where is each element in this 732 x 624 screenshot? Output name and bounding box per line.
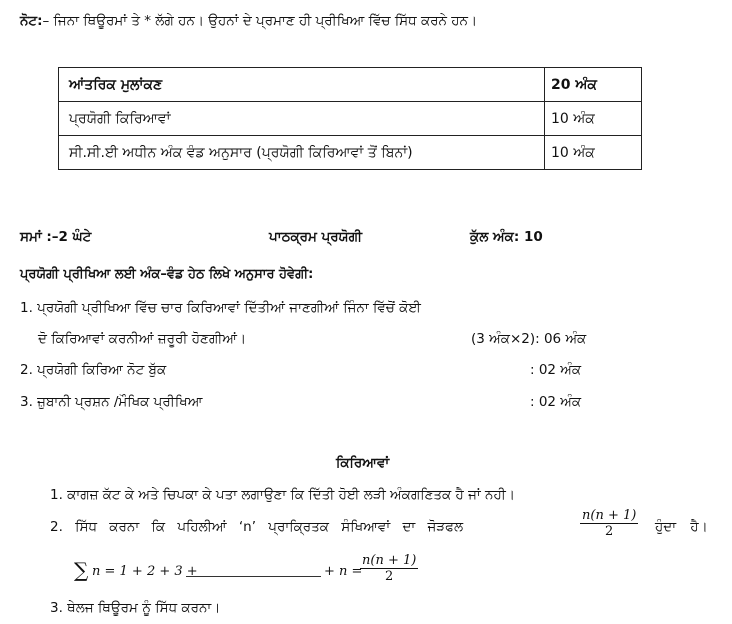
activity-2-text: 2. ਸਿੱਧ ਕਰਨਾ ਕਿ ਪਹਿਲੀਆਂ ‘n’ ਪ੍ਰਾਕ੍ਰਿਤਕ ਸੰਖਿਆਵਾਂ ਦਾ ਜੋੜਫਲ	[50, 519, 464, 535]
distribution-item-3: 3. ਜ਼ੁਬਾਨੀ ਪ੍ਰਸ਼ਨ /ਮੌਖਿਕ ਪ੍ਰੀਖਿਆ	[20, 394, 203, 410]
fraction-n-n-plus-1-over-2	[580, 508, 638, 539]
note-line	[20, 13, 477, 29]
activities-heading: ਕਿਰਿਆਵਾਂ	[336, 455, 390, 471]
note-label: ਨੋਟ:	[20, 13, 43, 29]
blank-line	[186, 564, 321, 581]
fraction-n-n-plus-1-over-2	[360, 553, 418, 584]
table-cell-value: 10 ਅੰਕ	[545, 102, 642, 136]
table-cell-label: ਸੀ.ਸੀ.ਈ ਅਧੀਨ ਅੰਕ ਵੰਡ ਅਨੁਸਾਰ (ਪ੍ਰਯੋਗੀ ਕਿਰਿਆਵਾਂ ਤੋਂ ਬਿਨਾਂ)	[59, 136, 545, 170]
assessment-table	[58, 67, 642, 170]
summation-icon: ∑	[74, 558, 89, 582]
distribution-item-1-marks: (3 ਅੰਕ×2): 06 ਅੰਕ	[471, 331, 587, 347]
sum-right-expression: + n =	[324, 564, 363, 579]
table-row	[59, 102, 642, 136]
activity-3: 3. ਥੇਲਜ ਥਿਊਰਮ ਨੂੰ ਸਿੱਧ ਕਰਨਾ।	[50, 600, 221, 616]
fraction-numerator: n(n + 1)	[362, 553, 417, 568]
time-label: ਸਮਾਂ :–2 ਘੰਟੇ	[20, 229, 92, 245]
table-cell-label: ਪ੍ਰਯੋਗੀ ਕਿਰਿਆਵਾਂ	[59, 102, 545, 136]
note-text: – ਜਿਨਾ ਥਿਊਰਮਾਂ ਤੇ * ਲੱਗੇ ਹਨ। ਉਹਨਾਂ ਦੇ ਪ੍ਰਮਾਣ ਹੀ ਪ੍ਰੀਖਿਆ ਵਿੱਚ ਸਿੱਧ ਕਰਨੇ ਹਨ।	[42, 13, 478, 29]
table-row	[59, 68, 642, 102]
distribution-item-2: 2. ਪ੍ਰਯੋਗੀ ਕਿਰਿਆ ਨੋਟ ਬੁੱਕ	[20, 362, 167, 378]
total-marks-label: ਕੁੱਲ ਅੰਕ: 10	[470, 229, 543, 245]
fraction-denominator: 2	[385, 569, 394, 584]
distribution-item-2-marks: : 02 ਅੰਕ	[530, 362, 582, 378]
sum-left-expression: n = 1 + 2 + 3 +	[92, 564, 198, 579]
distribution-item-1-cont: ਦੋ ਕਿਰਿਆਵਾਂ ਕਰਨੀਆਂ ਜ਼ਰੂਰੀ ਹੋਣਗੀਆਂ।	[38, 331, 247, 347]
table-cell-value: 10 ਅੰਕ	[545, 136, 642, 170]
distribution-item-3-marks: : 02 ਅੰਕ	[530, 394, 582, 410]
table-cell-label: ਆਂਤਰਿਕ ਮੁਲਾਂਕਣ	[59, 68, 545, 102]
activity-1: 1. ਕਾਗਜ਼ ਕੱਟ ਕੇ ਅਤੇ ਚਿਪਕਾ ਕੇ ਪਤਾ ਲਗਾਉਣਾ ਕਿ ਦਿੱਤੀ ਹੋਈ ਲੜੀ ਅੰਕਗਣਿਤਕ ਹੈ ਜਾਂ ਨਹੀ।	[50, 487, 515, 503]
distribution-item-1: 1. ਪ੍ਰਯੋਗੀ ਪ੍ਰੀਖਿਆ ਵਿੱਚ ਚਾਰ ਕਿਰਿਆਵਾਂ ਦਿੱਤੀਆਂ ਜਾਣਗੀਆਂ ਜਿੰਨਾ ਵਿੱਚੋਂ ਕੋਈ	[20, 300, 421, 316]
activity-2-suffix: ਹੁੰਦਾ ਹੈ।	[655, 519, 708, 535]
table-cell-value: 20 ਅੰਕ	[545, 68, 642, 102]
fraction-numerator: n(n + 1)	[582, 508, 637, 523]
distribution-heading: ਪ੍ਰਯੋਗੀ ਪ੍ਰੀਖਿਆ ਲਈ ਅੰਕ–ਵੰਡ ਹੇਠ ਲਿਖੇ ਅਨੁਸਾਰ ਹੋਵੇਗੀ:	[20, 267, 314, 282]
table-row	[59, 136, 642, 170]
course-label: ਪਾਠਕ੍ਰਮ ਪ੍ਰਯੋਗੀ	[269, 229, 363, 245]
fraction-denominator: 2	[605, 524, 614, 539]
